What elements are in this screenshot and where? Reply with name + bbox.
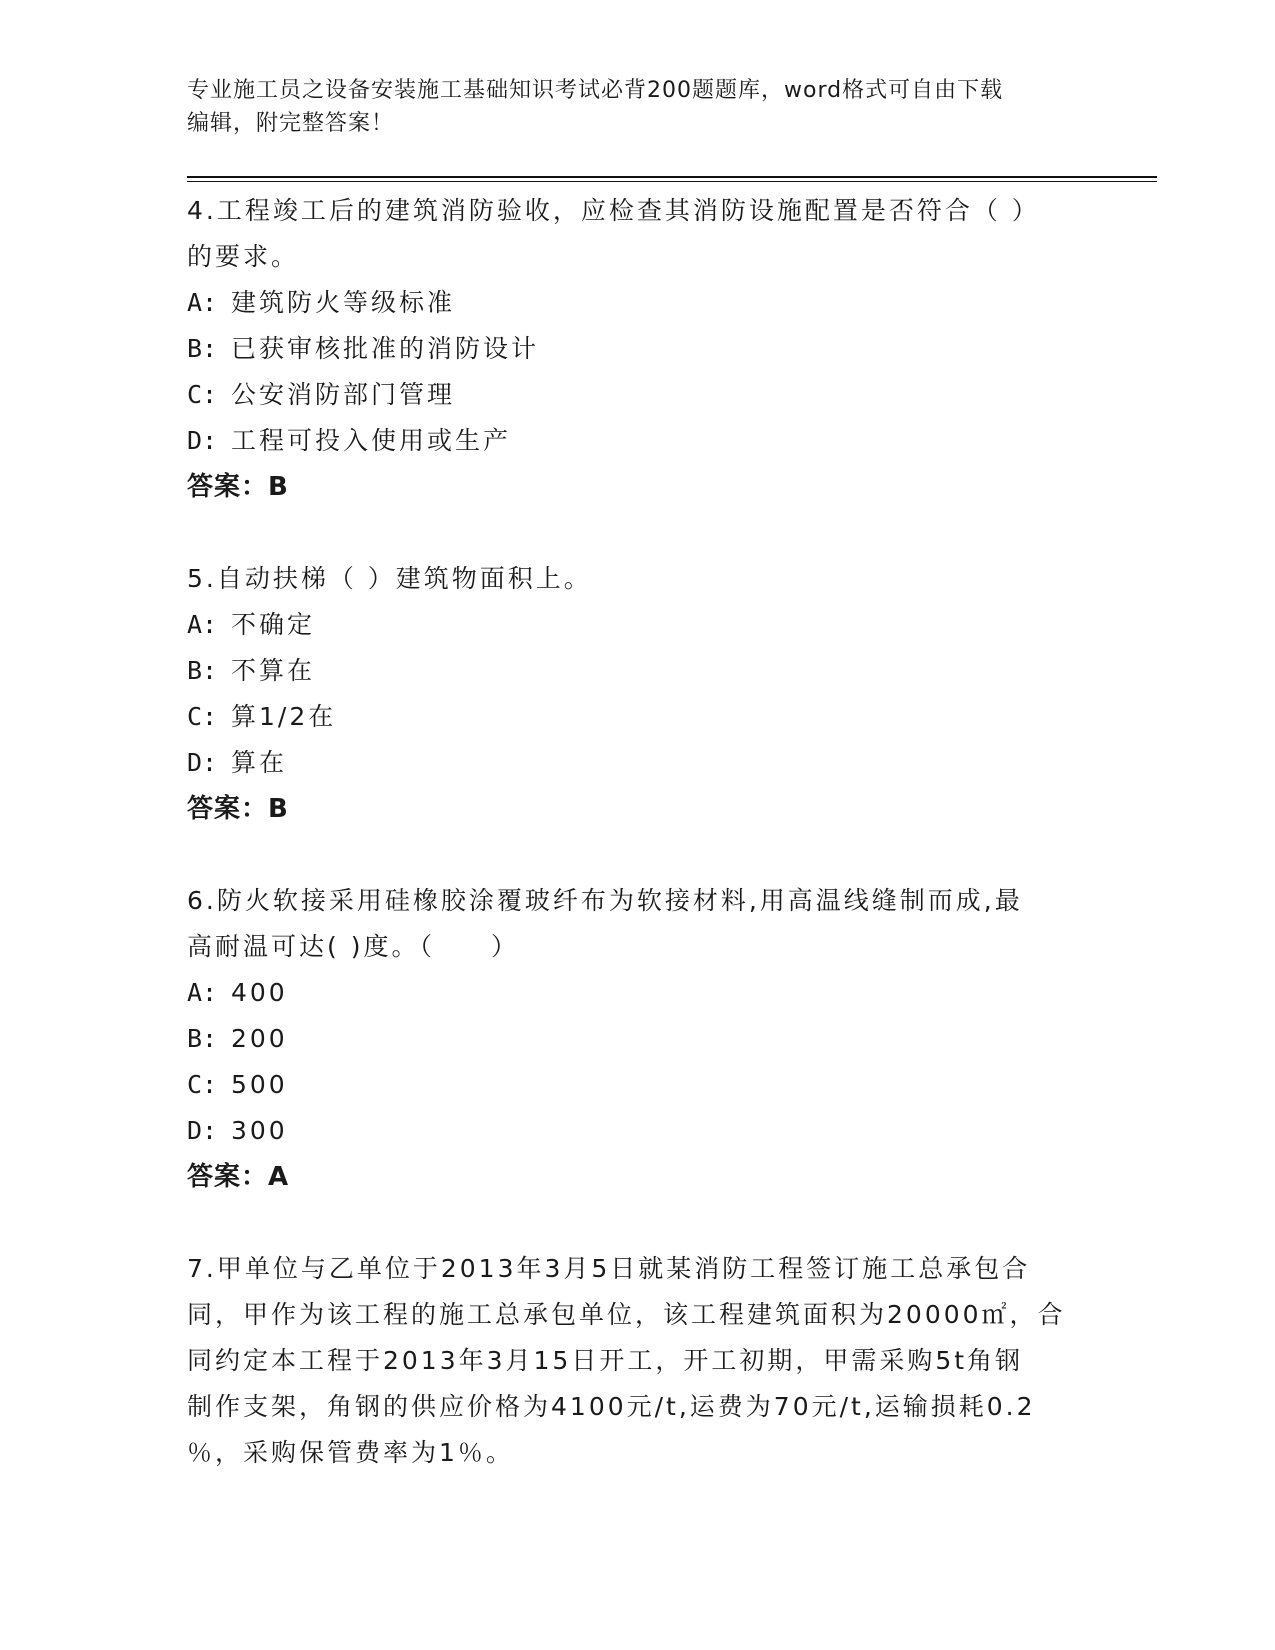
option-letter: A: xyxy=(187,610,218,639)
header-rule-thin xyxy=(187,181,1157,182)
question-5 xyxy=(187,556,1087,832)
question-stem: 7.甲单位与乙单位于2013年3月5日就某消防工程签订施工总承包合 xyxy=(187,1254,1031,1283)
option-text: 算1/2在 xyxy=(231,702,337,731)
question-4 xyxy=(187,188,1087,510)
document-header xyxy=(187,74,1087,140)
option-a xyxy=(187,602,1087,648)
option-c xyxy=(187,694,1087,740)
answer-label: 答案：B xyxy=(187,472,289,502)
option-text: 工程可投入使用或生产 xyxy=(231,426,512,455)
option-d xyxy=(187,1108,1087,1154)
answer-label: 答案：A xyxy=(187,1162,290,1192)
option-b xyxy=(187,326,1087,372)
option-letter: D: xyxy=(187,748,218,777)
question-stem: 5.自动扶梯（ ）建筑物面积上。 xyxy=(187,564,592,593)
option-a xyxy=(187,280,1087,326)
option-b xyxy=(187,1016,1087,1062)
option-c xyxy=(187,1062,1087,1108)
option-text: 不算在 xyxy=(231,656,316,685)
question-stem: 同约定本工程于2013年3月15日开工，开工初期，甲需采购5t角钢 xyxy=(187,1346,1024,1375)
option-letter: A: xyxy=(187,288,218,317)
option-letter: D: xyxy=(187,1116,218,1145)
option-letter: C: xyxy=(187,1070,218,1099)
header-title-line-1: 专业施工员之设备安装施工基础知识考试必背200题题库，word格式可自由下载 xyxy=(187,78,1004,103)
question-stem: 的要求。 xyxy=(187,242,300,271)
question-spacer xyxy=(187,510,1087,556)
option-letter: D: xyxy=(187,426,218,455)
option-a xyxy=(187,970,1087,1016)
header-title-line-2: 编辑，附完整答案！ xyxy=(187,111,395,136)
option-letter: B: xyxy=(187,656,218,685)
question-spacer xyxy=(187,1200,1087,1246)
option-c xyxy=(187,372,1087,418)
question-stem: 制作支架，角钢的供应价格为4100元/t,运费为70元/t,运输损耗0.2 xyxy=(187,1392,1036,1421)
question-stem: 高耐温可达( )度。（ ） xyxy=(187,932,519,961)
option-text: 公安消防部门管理 xyxy=(231,380,456,409)
option-d xyxy=(187,740,1087,786)
question-stem: 同，甲作为该工程的施工总承包单位，该工程建筑面积为20000㎡，合 xyxy=(187,1300,1066,1329)
option-d xyxy=(187,418,1087,464)
question-spacer xyxy=(187,832,1087,878)
option-text: 200 xyxy=(231,1024,288,1053)
question-stem: 6.防火软接采用硅橡胶涂覆玻纤布为软接材料,用高温线缝制而成,最 xyxy=(187,886,1023,915)
option-text: 500 xyxy=(231,1070,288,1099)
option-text: 已获审核批准的消防设计 xyxy=(231,334,540,363)
option-text: 300 xyxy=(231,1116,288,1145)
question-stem: 4.工程竣工后的建筑消防验收，应检查其消防设施配置是否符合（ ） xyxy=(187,196,1040,225)
option-letter: B: xyxy=(187,1024,218,1053)
question-6 xyxy=(187,878,1087,1200)
option-letter: C: xyxy=(187,702,218,731)
option-text: 算在 xyxy=(231,748,288,777)
option-text: 不确定 xyxy=(231,610,316,639)
option-text: 400 xyxy=(231,978,288,1007)
option-letter: A: xyxy=(187,978,218,1007)
question-7 xyxy=(187,1246,1087,1476)
option-text: 建筑防火等级标准 xyxy=(231,288,456,317)
question-stem: ％，采购保管费率为1％。 xyxy=(187,1438,514,1467)
answer-label: 答案：B xyxy=(187,794,289,824)
question-list xyxy=(187,188,1087,1476)
header-rule-thick xyxy=(187,176,1157,178)
option-b xyxy=(187,648,1087,694)
option-letter: C: xyxy=(187,380,218,409)
option-letter: B: xyxy=(187,334,218,363)
